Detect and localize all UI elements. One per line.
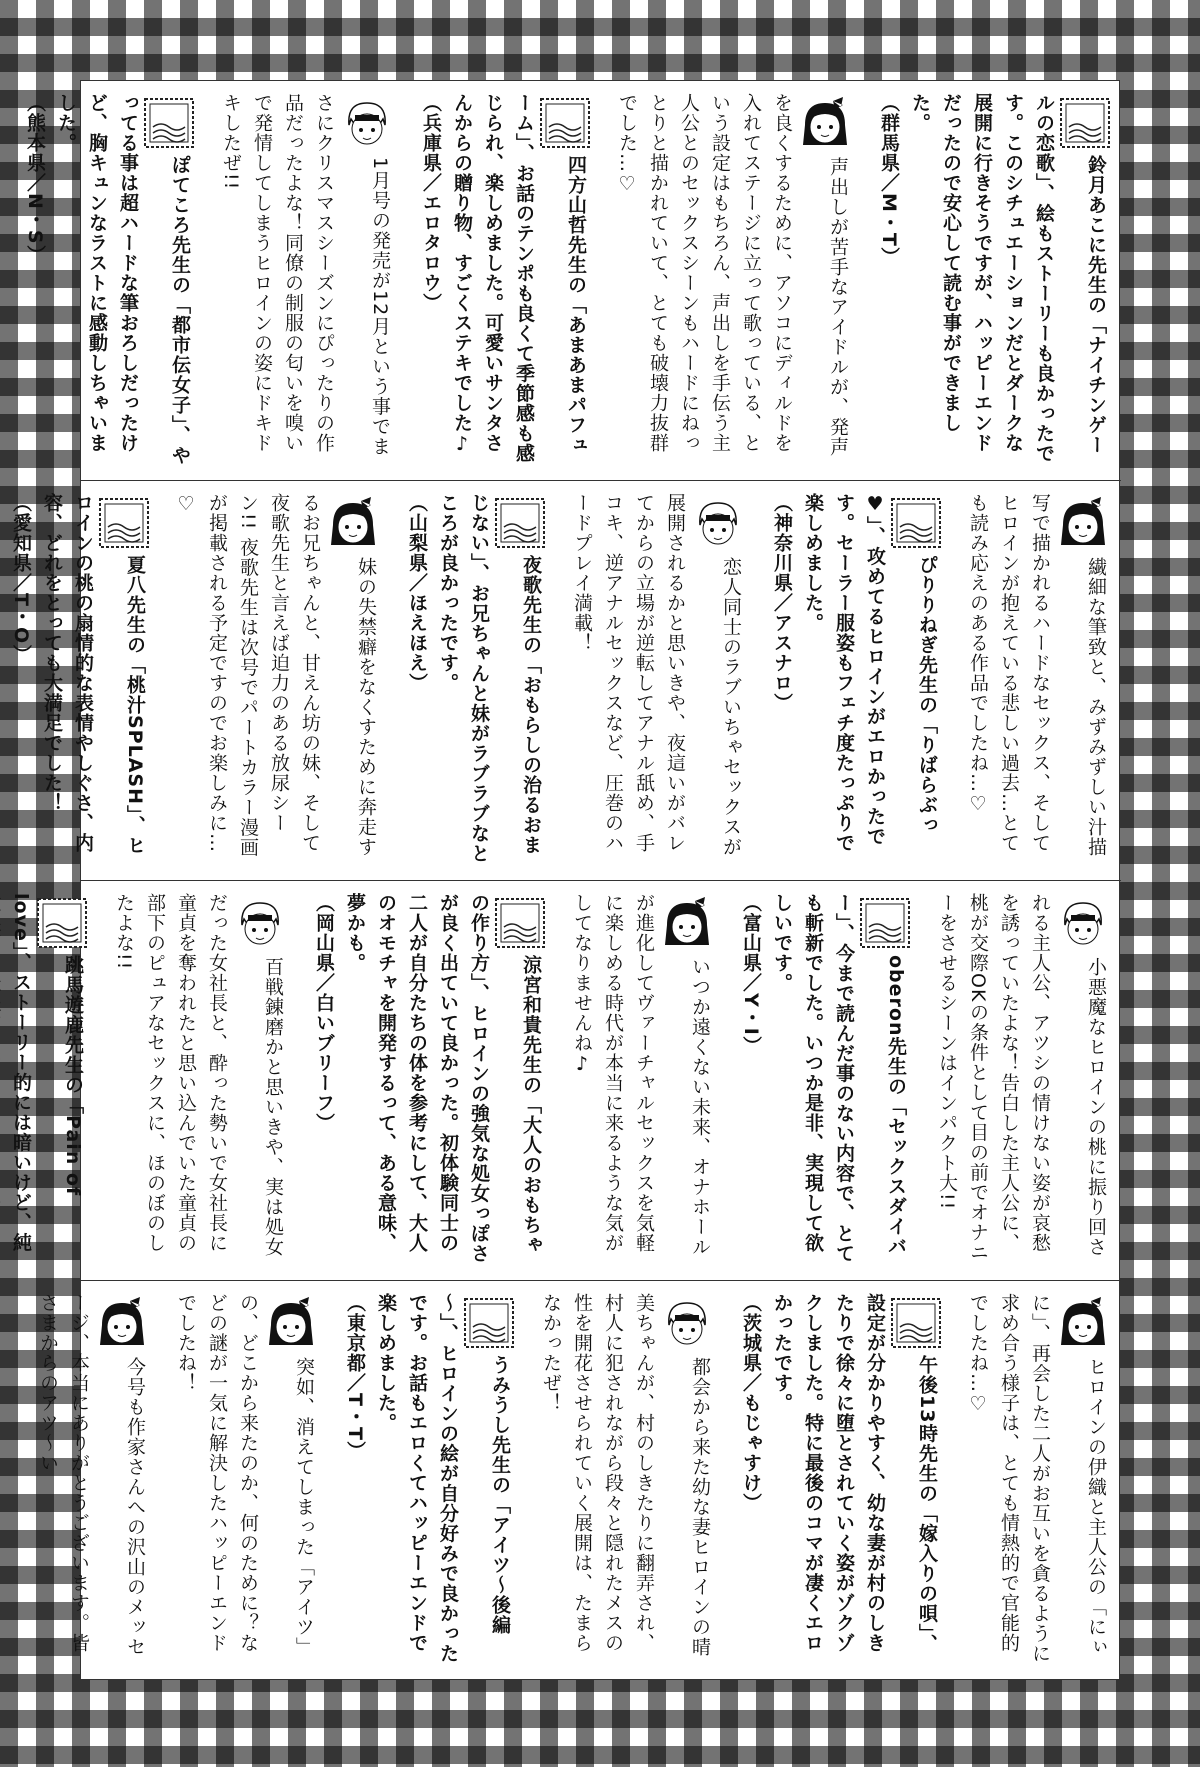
letter-headline: 涼宮和貴先生の「大人のおもちゃの作り方」、ヒロインの強気な処女っぽさが良く出ていて良かった。初体験同士の二人が自分たちの体を参考にして、大人のオモチャを開発するって、ある意味、夢かも。 <box>344 893 542 1264</box>
letter-text <box>766 493 942 870</box>
letter-entry <box>962 493 1111 870</box>
letter-headline: 夜歌先生の「おもらしの治るおまじない」、お兄ちゃんと妹がラブラブなところが良かったです。 <box>437 493 542 864</box>
letter-body: 妹の失禁癖をなくすために奔走するお兄ちゃんと、甘えん坊の妹、そして夜歌先生と言えば迫力のある放尿シーン!! 夜歌先生は次号でパートカラー漫画が掲載される予定ですのでお楽しみに…♡ <box>175 493 377 858</box>
postage-stamp-icon <box>890 1297 942 1349</box>
letter-headline: ぽてころ先生の「都市伝女子」、やってる事は超ハードな筆おろしだったけど、胸キュンなラストに感動しちゃいました。 <box>55 93 191 466</box>
girl-face-icon <box>94 1295 150 1351</box>
letter-entry <box>535 1293 715 1671</box>
letter-entry <box>19 93 195 470</box>
letter-text <box>308 893 546 1270</box>
letters-row-3 <box>10 881 1121 1281</box>
letter-headline: 夏八先生の「桃汁SPLASH」、ヒロインの桃の扇情的な表情やしぐさ、内容、どれをとっても大満足でした！ <box>41 493 146 856</box>
letter-headline: ぴりりねぎ先生の「りばらぶっ♥」、攻めてるヒロインがエロかったです。セーラー服姿もフェチ度たっぷりで楽しめました。 <box>802 493 938 853</box>
letter-text <box>215 93 395 470</box>
letter-text <box>170 1293 319 1671</box>
reader-pen-name: （岡山県／白いブリーフ） <box>313 893 335 1133</box>
letter-entry <box>611 93 853 470</box>
letter-body: 突如、消えてしまった「アイツ」の、どこから来たのか、何のために？などの謎が一気に解決したハッピーエンドでしたね！ <box>175 1293 315 1657</box>
girl-face-icon <box>659 895 715 951</box>
postage-stamp-icon <box>463 1297 515 1349</box>
girl-face-icon <box>1055 1295 1111 1351</box>
letter-text <box>339 1293 515 1671</box>
boy-face-icon <box>232 895 288 951</box>
letter-body: 1月号の発売が12月という事でまさにクリスマスシーズンにぴったりの作品だったよな！同僚の制服の匂いを嗅いで発情してしまうヒロインの姿にドキドキしたぜ!! <box>220 93 391 457</box>
letter-text <box>535 1293 715 1671</box>
girl-face-icon <box>263 1295 319 1351</box>
letter-text <box>611 93 853 470</box>
postage-stamp-icon <box>143 97 195 149</box>
girl-face-icon <box>325 495 381 551</box>
letter-entry <box>962 1293 1111 1671</box>
letter-entry <box>401 493 546 870</box>
letter-entry <box>566 493 746 870</box>
letter-text <box>0 893 88 1270</box>
postage-stamp-icon <box>494 897 546 949</box>
letter-entry <box>735 1293 942 1671</box>
reader-pen-name: （愛知県／T・O） <box>10 493 32 665</box>
letter-headline: 午後13時先生の「嫁入りの唄」、設定が分かりやすく、幼な妻が村のしきたりで徐々に堕とされていく姿がゾクゾクしました。特に最後のコマが凄くエロかったです。 <box>771 1293 938 1654</box>
letter-text <box>19 93 195 470</box>
letter-headline: oberon先生の「セックスダイバー」、今まで読んだ事のない内容で、とても斬新でした。いつか是非、実現して欲しいです。 <box>771 893 907 1264</box>
letter-entry <box>5 493 150 870</box>
letter-body: 小悪魔なヒロインの桃に振り回される主人公、アツシの情けない姿が哀愁を誘っていたよな！告白した主人公に、桃が交際OKの条件として目の前でオナニーをさせるシーンはインパクト大!! <box>936 893 1107 1263</box>
letter-text <box>566 493 746 870</box>
girl-face-icon <box>1055 495 1111 551</box>
letters-panel <box>10 80 1120 1680</box>
reader-pen-name: （東京都／T・T） <box>344 1293 366 1461</box>
reader-pen-name: （富山県／Y・I） <box>740 893 762 1056</box>
letter-body: 繊細な筆致と、みずみずしい汁描写で描かれるハードなセックス、そしてヒロインが抱えている悲しい過去…とても読み応えのある作品でしたね…♡ <box>967 493 1107 857</box>
postage-stamp-icon <box>890 497 942 549</box>
letters-row-4 <box>37 1281 1121 1681</box>
letter-entry <box>108 893 288 1270</box>
letter-headline: うみうし先生の「アイツ～後編～」、ヒロインの絵が自分好みで良かったです。お話もエロくてハッピーエンドで楽しめました。 <box>375 1293 511 1664</box>
postage-stamp-icon <box>494 497 546 549</box>
boy-face-icon <box>659 1295 715 1351</box>
letter-entry <box>215 93 395 470</box>
letter-headline: 鈴月あこに先生の「ナイチンゲールの恋歌」、絵もストーリーも良かったです。このシチュエーションだとダークな展開に行きそうですが、ハッピーエンドだったので安心して読む事ができました。 <box>909 93 1107 464</box>
letter-entry <box>766 493 942 870</box>
letter-entry <box>873 93 1111 470</box>
letter-text <box>415 93 591 470</box>
postage-stamp-icon <box>36 897 88 949</box>
letter-body: 都会から来た幼な妻ヒロインの晴美ちゃんが、村のしきたりに翻弄され、村人に犯されながら段々と隠れたメスの性を開花させられていく展開は、たまらなかったぜ！ <box>540 1293 711 1657</box>
letter-entry <box>170 1293 319 1671</box>
boy-face-icon <box>339 95 395 151</box>
postage-stamp-icon <box>1059 97 1111 149</box>
girl-face-icon <box>797 95 853 151</box>
letter-entry <box>32 1293 150 1671</box>
letter-entry <box>566 893 715 1270</box>
reader-pen-name: （神奈川県／アスナロ） <box>771 493 793 713</box>
letter-body: いつか遠くない未来、オナホールが進化してヴァーチャルセックスを気軽に楽しめる時代が本当に来るような気がしてなりませんね♪ <box>571 893 711 1257</box>
letter-entry <box>931 893 1111 1270</box>
letter-text <box>401 493 546 870</box>
letter-entry <box>415 93 591 470</box>
letter-text <box>931 893 1111 1270</box>
reader-pen-name: （山梨県／ほえほえ） <box>406 493 428 693</box>
postage-stamp-icon <box>98 497 150 549</box>
letters-row-1 <box>24 81 1121 481</box>
letter-body: 声出しが苦手なアイドルが、発声を良くするために、アソコにディルドを入れてステージに立って歌っている、という設定はもちろん、声出しを手伝う主人公とのセックスシーンもハードにねっとりと描かれていて、とても破壊力抜群でした…♡ <box>616 93 849 457</box>
letter-entry <box>735 893 911 1270</box>
letter-body: 今号も作家さんへの沢山のメッセージ、本当にありがとうございます。皆さまからのアツ～い <box>37 1293 146 1657</box>
letter-entry <box>308 893 546 1270</box>
letter-text <box>5 493 150 870</box>
letter-entry <box>339 1293 515 1671</box>
reader-pen-name: （兵庫県／エロタロウ） <box>420 93 442 313</box>
letter-text <box>962 1293 1111 1671</box>
letter-headline: 四方山哲先生の「あまあまパフューム」、お話のテンポも良くて季節感も感じられ、楽しめました。可愛いサンタさんからの贈り物、すごくステキでした♪ <box>451 93 587 464</box>
letter-text <box>735 1293 942 1671</box>
boy-face-icon <box>690 495 746 551</box>
letter-text <box>873 93 1111 470</box>
letter-text <box>108 893 288 1270</box>
letter-entry <box>0 893 88 1270</box>
postage-stamp-icon <box>539 97 591 149</box>
letter-entry <box>170 493 381 870</box>
letters-row-2 <box>10 481 1121 881</box>
boy-face-icon <box>1055 895 1111 951</box>
reader-pen-name: （熊本県／N・S） <box>24 93 46 265</box>
reader-pen-name: （群馬県／M・T） <box>878 93 900 267</box>
reader-pen-name: （茨城県／もじゃすけ） <box>740 1293 762 1513</box>
letter-text <box>735 893 911 1270</box>
letter-body: 恋人同士のラブいちゃセックスが展開されるかと思いきや、夜這いがバレてからの立場が逆転してアナル舐め、手コキ、逆アナルセックスなど、圧巻のハードプレイ満載！ <box>571 493 742 857</box>
letter-text <box>170 493 381 870</box>
letter-headline: 跳馬遊鹿先生の「Pain of love」、ストーリー的には暗いけど、純 <box>10 893 84 1253</box>
letter-text <box>566 893 715 1270</box>
letter-body: 百戦錬磨かと思いきや、実は処女だった女社長と、酔った勢いで女社長に童貞を奪われたと思い込んでいた童貞の部下のピュアなセックスに、ほのぼのしたよな!! <box>113 893 284 1257</box>
letter-text <box>962 493 1111 870</box>
letter-body: ヒロインの伊織と主人公の「にぃに」、再会した二人がお互いを貪るように求め合う様子は、とても情熱的で官能的でしたね…♡ <box>967 1293 1107 1664</box>
letter-text <box>32 1293 150 1671</box>
postage-stamp-icon <box>859 897 911 949</box>
